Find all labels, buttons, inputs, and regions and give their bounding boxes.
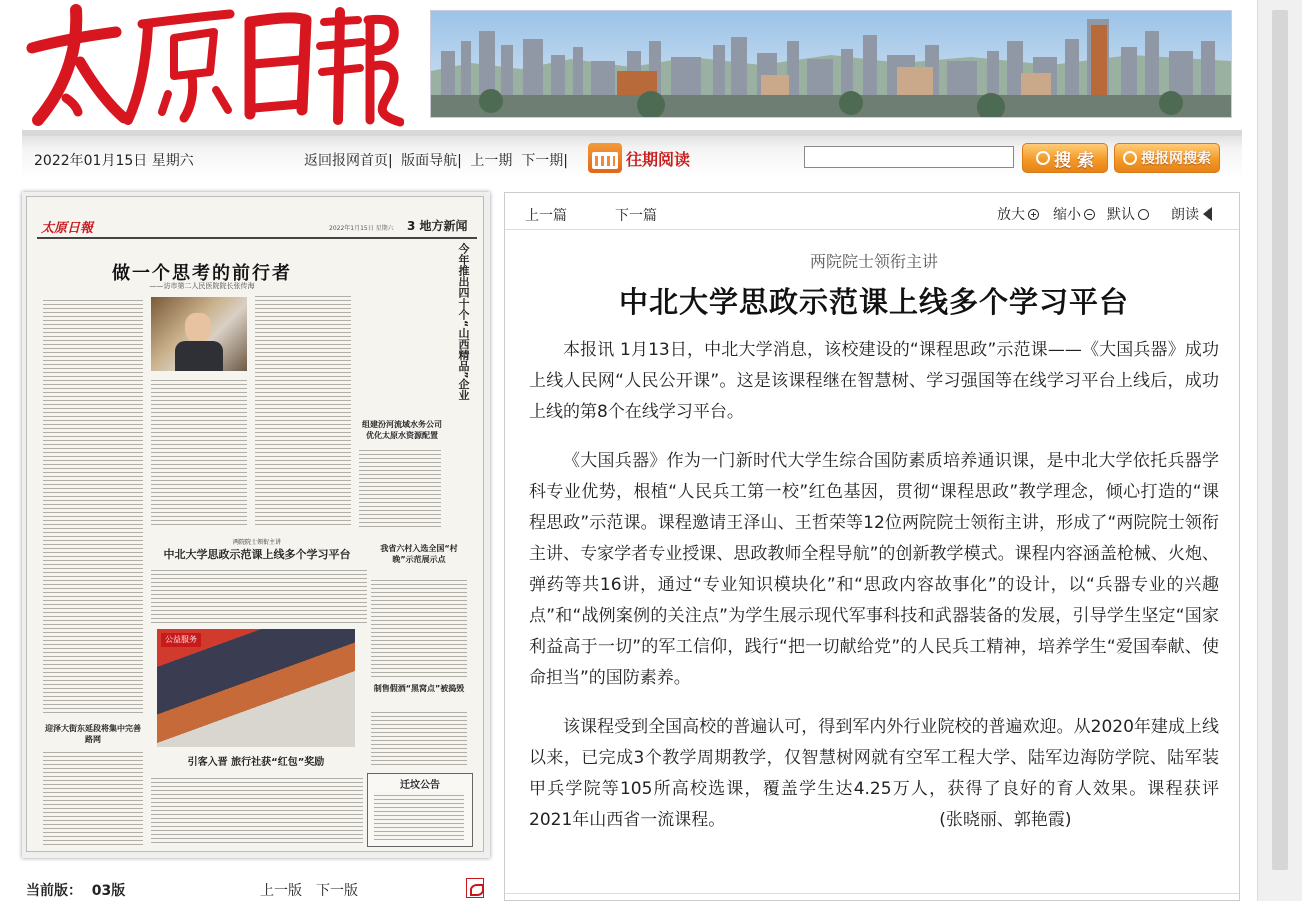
current-page-value: 03版 — [91, 883, 126, 899]
minus-circle-icon — [1084, 209, 1095, 220]
search-input[interactable] — [804, 146, 1014, 168]
page-thumbnail-panel — [22, 192, 490, 858]
issue-date: 2022年01月15日 星期六 — [34, 153, 194, 169]
scrollbar-thumb[interactable] — [1272, 10, 1288, 870]
search-button[interactable] — [1022, 143, 1108, 173]
calendar-icon — [588, 143, 622, 173]
default-size-button[interactable] — [1107, 204, 1149, 224]
read-aloud-button[interactable] — [1171, 204, 1212, 224]
notice-box[interactable] — [367, 773, 473, 847]
side-headline-1[interactable]: 组建汾河流域水务公司 优化太原水资源配置 — [362, 420, 442, 440]
page-date: 2022年1月15日 星期六 — [329, 225, 394, 232]
article-panel — [504, 192, 1240, 901]
photo-news-image[interactable] — [157, 629, 355, 747]
masthead — [22, 0, 1242, 130]
nav-separator: | — [457, 153, 462, 169]
text-column — [359, 447, 441, 527]
photo-news-caption[interactable]: 引客入晋 旅行社获“红包”奖励 — [187, 757, 325, 768]
article-paragraph-text: 该课程受到全国高校的普遍认可，得到军内外行业院校的普遍欢迎。从2020年建成上线以来，已完成3个教学周期教学，仅智慧树网就有空军工程大学、陆军边海防学院、陆军装甲兵学院等105所高校选课，覆盖学生达4.25万人，获得了良好的育人效果。课程获评2021年山西省一流课程。 — [529, 717, 1219, 830]
article-paragraph: 本报讯 1月13日，中北大学消息，该校建设的“课程思政”示范课——《大国兵器》成功上线人民网“人民公开课”。这是该课程继在智慧树、学习强国等在线学习平台上线后，成功上线的第8个在线学习平台。 — [529, 340, 1219, 422]
article-pretitle: 两院院士领衔主讲 — [809, 252, 938, 271]
next-article-link[interactable]: 下一篇 — [615, 208, 657, 224]
text-column — [151, 567, 367, 625]
search-icon — [1036, 151, 1050, 165]
text-column — [43, 537, 143, 713]
prev-page-link[interactable]: 上一版 — [260, 883, 302, 899]
side-headline-2[interactable]: 我省六村入选全国“村晚”示范展示点 — [380, 544, 458, 564]
text-column — [371, 577, 467, 677]
photo-tag: 公益服务 — [161, 633, 201, 647]
logo-calligraphy — [24, 2, 404, 128]
pdf-icon[interactable] — [466, 878, 484, 898]
newspaper-page-image[interactable] — [26, 196, 484, 852]
vertical-headline[interactable]: 今年推出四十个“山西精品”企业 — [457, 243, 470, 401]
article-paragraph — [529, 712, 1219, 836]
prev-article-link[interactable]: 上一篇 — [525, 208, 567, 224]
nav-layout-link[interactable]: 版面导航 — [401, 153, 458, 169]
nav-separator: | — [563, 153, 568, 169]
current-page-label: 当前版： — [26, 883, 82, 899]
zoom-in-label: 放大 — [997, 207, 1025, 223]
archive-reading-link[interactable] — [588, 142, 690, 174]
plus-circle-icon — [1028, 209, 1039, 220]
page-scrollbar[interactable] — [1257, 0, 1302, 901]
circle-icon — [1138, 209, 1149, 220]
page-pager — [22, 872, 490, 901]
site-search-button[interactable] — [1114, 143, 1220, 173]
search-button-label: 搜 索 — [1054, 150, 1094, 171]
text-column — [374, 792, 464, 840]
article-kicker-on-page: 两院院士领衔主讲 — [232, 539, 281, 546]
side-headline-3[interactable]: 制售假酒“黑窝点”被捣毁 — [373, 684, 465, 693]
current-page — [26, 880, 125, 900]
page-section-name: 3 地方新闻 — [407, 219, 468, 233]
next-page-link[interactable]: 下一版 — [316, 883, 358, 899]
article-paragraph: 《大国兵器》作为一门新时代大学生综合国防素质培养通识课，是中北大学依托兵器学科专业优势，根植“人民兵工第一校”红色基因，贯彻“课程思政”教学理念，倾心打造的“课程思政”示范课。课程邀请王泽山、王哲荣等12位两院院士领衔主讲，形成了“两院院士领衔主讲、专家学者专业授课、思政教师全程导航”的创新教学模式。课程内容涵盖枪械、火炮、弹药等共16讲，通过“专业知识模块化”和“思政内容故事化”的设计，以“兵器专业的兴趣点”和“战例案例的关注点”为学生展示现代军事科技和武器装备的发展，引导学生坚定“国家利益高于一切”的军工信仰，践行“把一切献给党”的人民兵工精神，培养学生“爱国奉献、使命担当”的国防素养。 — [529, 451, 1219, 688]
article-headline-on-page[interactable] — [147, 537, 367, 562]
text-column — [371, 709, 467, 767]
zoom-in-button[interactable] — [997, 204, 1039, 224]
default-size-label: 默认 — [1107, 207, 1135, 223]
article-title: 中北大学思政示范课上线多个学习平台 — [618, 285, 1129, 319]
nav-next-issue-link[interactable]: 下一期 — [521, 153, 564, 169]
top-nav-bar — [22, 130, 1242, 178]
search-icon — [1123, 151, 1137, 165]
nav-prev-issue-link[interactable]: 上一期 — [470, 153, 513, 169]
text-column — [151, 775, 363, 845]
city-skyline-banner — [430, 10, 1232, 118]
nav-links — [304, 150, 572, 170]
zoom-out-label: 缩小 — [1053, 207, 1081, 223]
page-logo: 太原日報 — [41, 221, 94, 236]
article-body — [529, 243, 1219, 836]
text-column — [255, 293, 351, 527]
lead-story-headline[interactable]: 做一个思考的前行者 — [112, 263, 292, 284]
newspaper-logo[interactable] — [24, 2, 404, 128]
speaker-icon — [1203, 207, 1212, 221]
nav-home-link[interactable]: 返回报网首页 — [304, 153, 388, 169]
read-aloud-label: 朗读 — [1171, 207, 1199, 223]
page-header-strip — [37, 217, 477, 239]
site-search-button-label: 搜报网搜索 — [1141, 151, 1211, 167]
side-headline-4[interactable]: 迎泽大街东延段将集中完善路网 — [45, 724, 141, 744]
lead-story-subtitle: ——访市第二人民医院院长张传海 — [149, 282, 255, 290]
article-bottom-divider — [505, 893, 1239, 894]
text-column — [43, 297, 143, 537]
notice-title: 迁坟公告 — [400, 780, 440, 791]
lead-story-photo — [151, 297, 247, 371]
archive-reading-label: 往期阅读 — [626, 149, 691, 169]
nav-separator: | — [388, 153, 393, 169]
zoom-out-button[interactable] — [1053, 204, 1095, 224]
skyline-image — [431, 11, 1231, 117]
article-toolbar — [505, 193, 1239, 230]
article-title-on-page: 中北大学思政示范课上线多个学习平台 — [163, 548, 351, 561]
text-column — [151, 377, 247, 527]
text-column — [43, 749, 143, 845]
article-byline: (张晓丽、郭艳霞) — [939, 810, 1072, 830]
